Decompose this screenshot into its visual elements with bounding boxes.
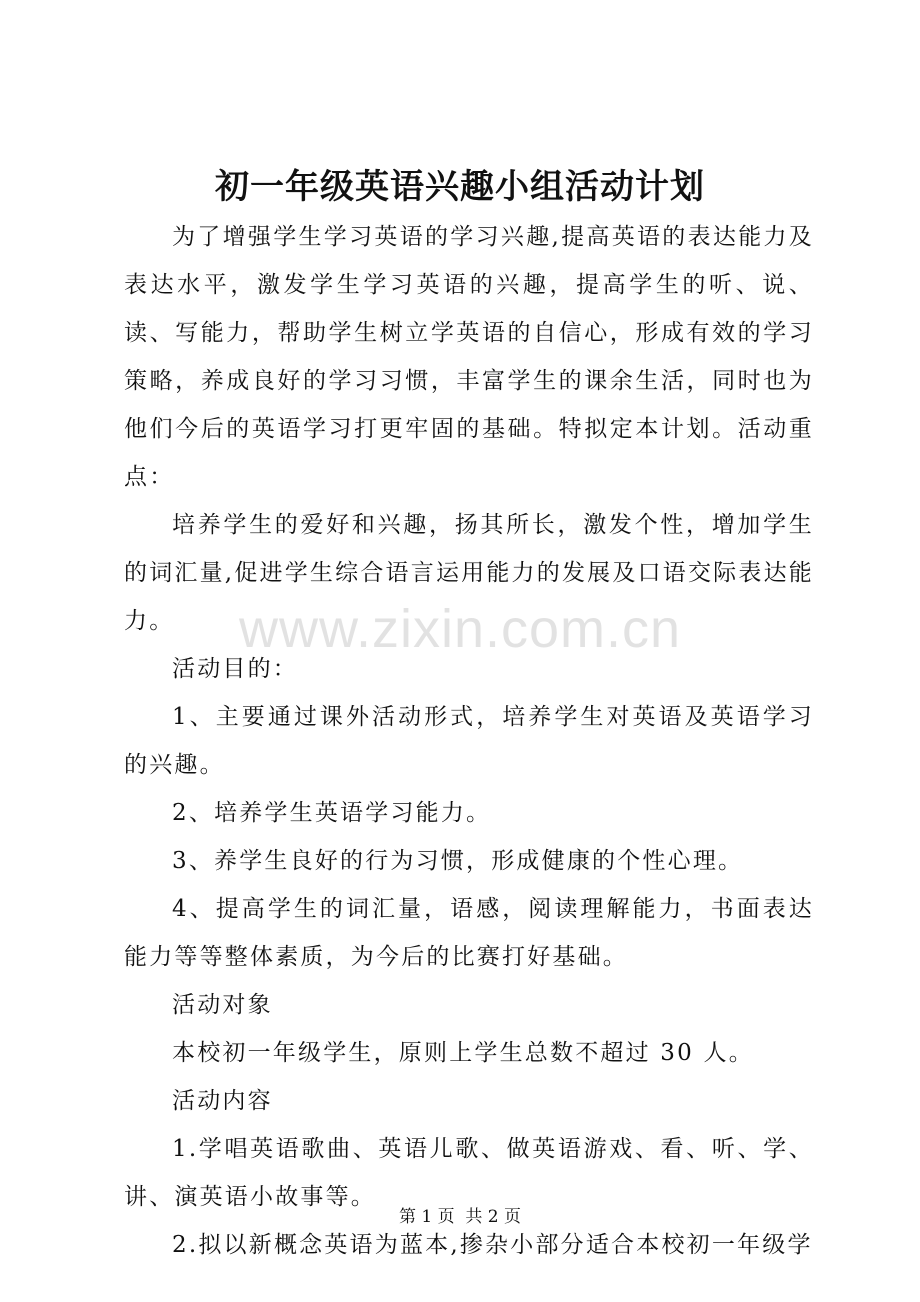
list-item-purpose-4: 4、提高学生的词汇量，语感，阅读理解能力，书面表达能力等等整体素质，为今后的比赛打好基础。 bbox=[124, 896, 814, 970]
paragraph-target: 本校初一年级学生，原则上学生总数不超过 30 人。 bbox=[172, 1040, 754, 1066]
list-item-purpose-1: 1、主要通过课外活动形式，培养学生对英语及英语学习的兴趣。 bbox=[124, 704, 814, 778]
heading-target: 活动对象 bbox=[172, 992, 273, 1018]
watermark: www.zixin.com.cn bbox=[238, 599, 682, 659]
list-item-content-2: 2.拟以新概念英语为蓝本,掺杂小部分适合本校初一年级学 bbox=[172, 1232, 813, 1258]
page-footer bbox=[0, 1202, 920, 1227]
heading-purpose: 活动目的： bbox=[172, 656, 298, 682]
page-number-label: 第 1 页 共 2 页 bbox=[398, 1207, 522, 1227]
paragraph-focus: 培养学生的爱好和兴趣，扬其所长，激发个性，增加学生的词汇量,促进学生综合语言运用能力的发展及口语交际表达能力。 bbox=[124, 512, 814, 634]
document-body bbox=[124, 213, 814, 1269]
paragraph-intro: 为了增强学生学习英语的学习兴趣,提高英语的表达能力及表达水平，激发学生学习英语的兴趣，提高学生的听、说、读、写能力，帮助学生树立学英语的自信心，形成有效的学习策略，养成良好的学习习惯，丰富学生的课余生活，同时也为他们今后的英语学习打更牢固的基础。特拟定本计划。活动重点： bbox=[124, 224, 814, 490]
list-item-content-1: 1.学唱英语歌曲、英语儿歌、做英语游戏、看、听、学、讲、演英语小故事等。 bbox=[124, 1136, 814, 1210]
list-item-purpose-3: 3、养学生良好的行为习惯，形成健康的个性心理。 bbox=[172, 848, 744, 874]
list-item-purpose-2: 2、培养学生英语学习能力。 bbox=[172, 800, 492, 826]
document-title: 初一年级英语兴趣小组活动计划 bbox=[215, 167, 705, 207]
heading-content: 活动内容 bbox=[172, 1088, 273, 1114]
